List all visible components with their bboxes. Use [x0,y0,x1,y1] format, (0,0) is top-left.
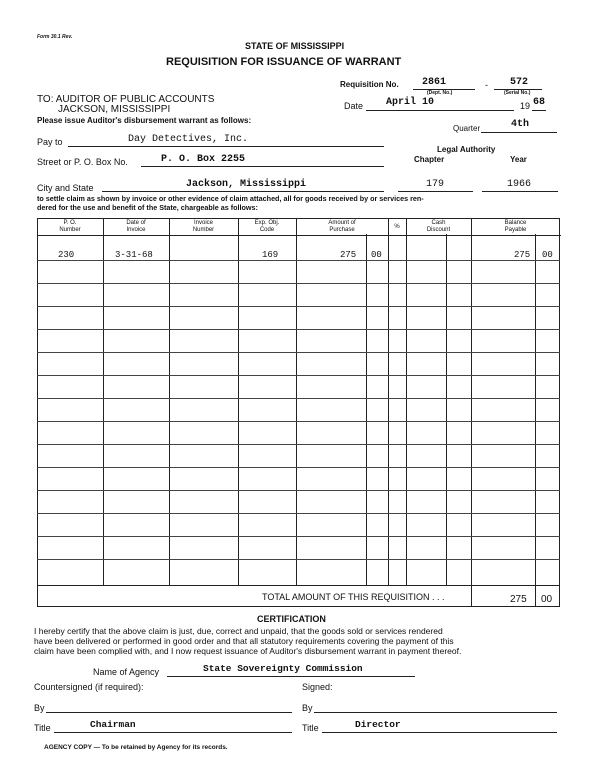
city-label: City and State [37,183,94,193]
serial-no-caption: (Serial No.) [504,90,531,96]
col-line [406,218,407,585]
date-year-prefix: 19 [520,101,531,111]
claim-table [37,218,560,607]
dept-no: 2861 [422,77,447,88]
header-invoice: Invoice Number [192,220,215,233]
to-line-1: TO: AUDITOR OF PUBLIC ACCOUNTS [37,94,215,105]
street-value: P. O. Box 2255 [161,154,246,165]
by-right-line [314,712,557,713]
header-date: Date of Invoice [126,220,146,233]
year-line [532,110,546,111]
table-header-rule [38,235,561,236]
title-left-value: Chairman [90,719,136,730]
title-left-line [54,732,292,733]
col-line [388,218,389,585]
legal-year-line [482,191,558,192]
serial-no: 572 [510,77,529,88]
row1-amount-cents: 00 [371,250,382,260]
row1-exp: 169 [262,250,279,260]
col-line [296,218,297,585]
requisition-dash: - [485,80,488,90]
title-left-label: Title [34,723,51,733]
date-year: 68 [533,97,546,108]
row1-amount: 275 [340,250,357,260]
agency-label: Name of Agency [93,667,160,677]
by-left-line [46,712,292,713]
to-line-2: JACKSON, MISSISSIPPI [58,104,171,115]
header-pct: % [394,224,400,230]
date-line [366,110,514,111]
chapter-value: 179 [426,179,445,190]
col-line [366,234,367,585]
please-issue-text: Please issue Auditor's disbursement warrant as follows: [37,116,252,125]
row1-po: 230 [58,250,75,260]
pay-to-line [68,146,384,147]
signed-label: Signed: [302,682,333,692]
header-balance: Balance Payable [504,220,527,233]
certification-line-1: I hereby certify that the above claim is just, due, correct and unpaid, that the goods sold or services rendered [34,626,443,636]
col-line [103,218,104,585]
legal-year-value: 1966 [507,179,532,190]
certification-line-3: claim have been complied with, and I now request issuance of Auditor's disbursement warrant in payment thereof. [34,646,462,656]
row1-date: 3-31-68 [115,250,153,260]
quarter-value: 4th [511,119,530,130]
title-right-value: Director [355,719,401,730]
header-cash: Cash Discount [426,220,451,233]
total-cents: 00 [541,594,553,605]
header-po: P. O. Number [59,220,81,233]
form-number: Form 30.1 Rev. [37,34,73,40]
quarter-line [481,132,557,133]
col-line [169,218,170,585]
certification-line-2: have been delivered or performed in good order and that all statutory requirements covering the payment of this [34,636,454,646]
settle-text-1: to settle claim as shown by invoice or other evidence of claim attached, all for goods received by or services ren- [37,194,424,203]
agency-copy-note: AGENCY COPY — To be retained by Agency for its records. [44,744,228,751]
total-label: TOTAL AMOUNT OF THIS REQUISITION . . . [262,592,445,602]
certification-title: CERTIFICATION [257,614,326,624]
date-value: April 10 [386,97,435,108]
pay-to-value: Day Detectives, Inc. [128,134,249,145]
settle-text-2: dered for the use and benefit of the State, chargeable as follows: [37,203,258,212]
col-line [471,218,472,607]
city-value: Jackson, Mississippi [186,179,307,190]
by-right-label: By [302,703,313,713]
chapter-line [398,191,473,192]
countersigned-label: Countersigned (if required): [34,682,144,692]
row1-balance-cents: 00 [542,250,553,260]
title-right-line [322,732,557,733]
date-label: Date [344,101,364,111]
agency-value: State Sovereignty Commission [203,663,363,674]
agency-line [167,676,415,677]
header-amount: Amount of Purchase [328,220,356,233]
col-line [238,218,239,585]
city-line [102,191,384,192]
year-label: Year [510,155,527,164]
title-right-label: Title [302,723,319,733]
form-title: REQUISITION FOR ISSUANCE OF WARRANT [166,56,402,68]
row1-balance: 275 [514,250,531,260]
requisition-label: Requisition No. [340,80,399,89]
header-exp: Exp. Obj. Code [254,220,280,233]
dept-no-caption: (Dept. No.) [427,90,453,96]
state-title: STATE OF MISSISSIPPI [245,41,345,51]
quarter-label: Quarter [453,124,481,133]
street-line [141,166,384,167]
street-label: Street or P. O. Box No. [37,157,128,167]
chapter-label: Chapter [414,155,445,164]
pay-to-label: Pay to [37,137,63,147]
col-line [446,234,447,585]
total-dollars: 275 [510,594,527,605]
by-left-label: By [34,703,45,713]
legal-authority-label: Legal Authority [437,145,496,154]
